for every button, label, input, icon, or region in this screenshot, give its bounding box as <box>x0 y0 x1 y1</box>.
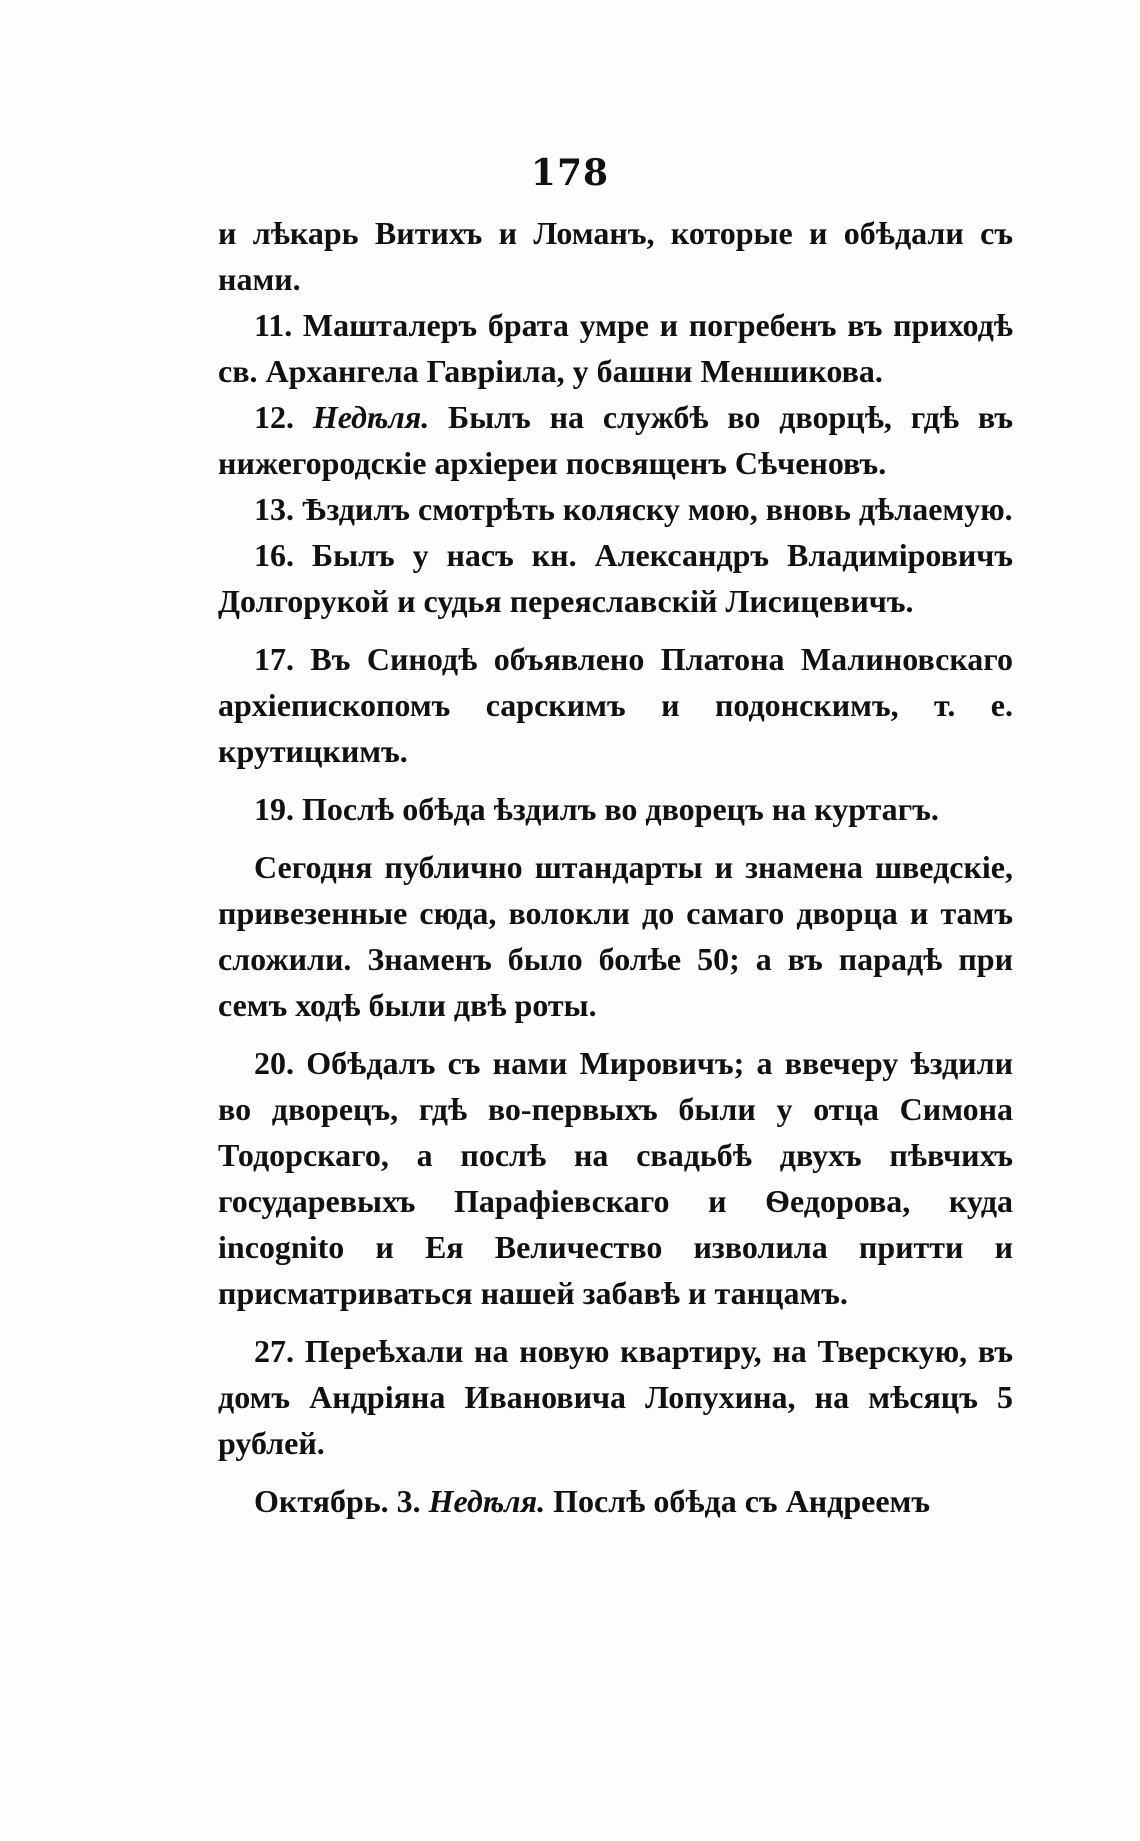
entry-19 <box>218 786 1013 832</box>
entry-27 <box>218 1328 1013 1466</box>
entry-text: Сегодня публично штандарты и знамена шведскіе, привезенные сюда, волокли до самаго дворца и тамъ сложили. Знаменъ было болѣе 50; а въ парадѣ при семъ ходѣ были двѣ роты. <box>218 849 1013 1023</box>
entry-text: Обѣдалъ съ нами Мировичъ; а ввечеру ѣздили во дворецъ, гдѣ во-первыхъ были у отца Симона Тодорскаго, а послѣ на свадьбѣ двухъ пѣвчихъ государевыхъ Парафіевскаго и Ѳедорова, куда incognito и Ея Величество изволила притти и присматриваться нашей забавѣ и танцамъ. <box>218 1045 1014 1311</box>
entry-date: 17. <box>254 641 311 677</box>
entry-text: и лѣкарь Витихъ и Ломанъ, которые и обѣдали съ нами. <box>218 215 1013 297</box>
entry-17 <box>218 636 1013 774</box>
entry-text: Машталеръ брата умре и погребенъ въ приходѣ св. Архангела Гавріила, у башни Меншикова. <box>218 307 1014 389</box>
entry-weekday: Недѣля. <box>312 399 430 435</box>
entry-20 <box>218 1040 1013 1316</box>
entry-date: 19. <box>254 791 302 827</box>
entry-12 <box>218 394 1013 486</box>
entry-text: Переѣхали на новую квартиру, на Тверскую, въ домъ Андріяна Ивановича Лопухина, на мѣсяцъ 5 рублей. <box>218 1333 1014 1461</box>
diary-text <box>218 210 1013 1524</box>
entry-11 <box>218 302 1013 394</box>
entry-date: 12. <box>254 399 313 435</box>
entry-date: 11. <box>254 307 303 343</box>
entry-weekday: Недѣля. <box>428 1483 546 1519</box>
entry-date: 27. <box>254 1333 305 1369</box>
entry-text: Былъ на службѣ во дворцѣ, гдѣ въ нижегородскіе архіереи посвященъ Сѣченовъ. <box>218 399 1014 481</box>
entry-continuation <box>218 210 1013 302</box>
entry-date: 20. <box>254 1045 307 1081</box>
entry-13 <box>218 486 1013 532</box>
entry-october-3 <box>218 1478 1013 1524</box>
entry-date: 16. <box>254 537 312 573</box>
page-number: 178 <box>530 152 610 194</box>
entry-text: Послѣ обѣда ѣздилъ во дворецъ на куртагъ. <box>302 791 939 827</box>
entry-date: 13. <box>254 491 302 527</box>
entry-19-note <box>218 844 1013 1028</box>
entry-date: Октябрь. 3. <box>254 1483 429 1519</box>
entry-text: Ѣздилъ смотрѣть коляску мою, вновь дѣлаемую. <box>302 491 1013 527</box>
entry-16 <box>218 532 1013 624</box>
entry-text: Въ Синодѣ объявлено Платона Малиновскаго архіепископомъ сарскимъ и подонскимъ, т. е. крутицкимъ. <box>218 641 1014 769</box>
entry-text: Послѣ обѣда съ Андреемъ <box>545 1483 930 1519</box>
entry-text: Былъ у насъ кн. Александръ Владиміровичъ Долгорукой и судья переяславскій Лисицевичъ. <box>218 537 1014 619</box>
